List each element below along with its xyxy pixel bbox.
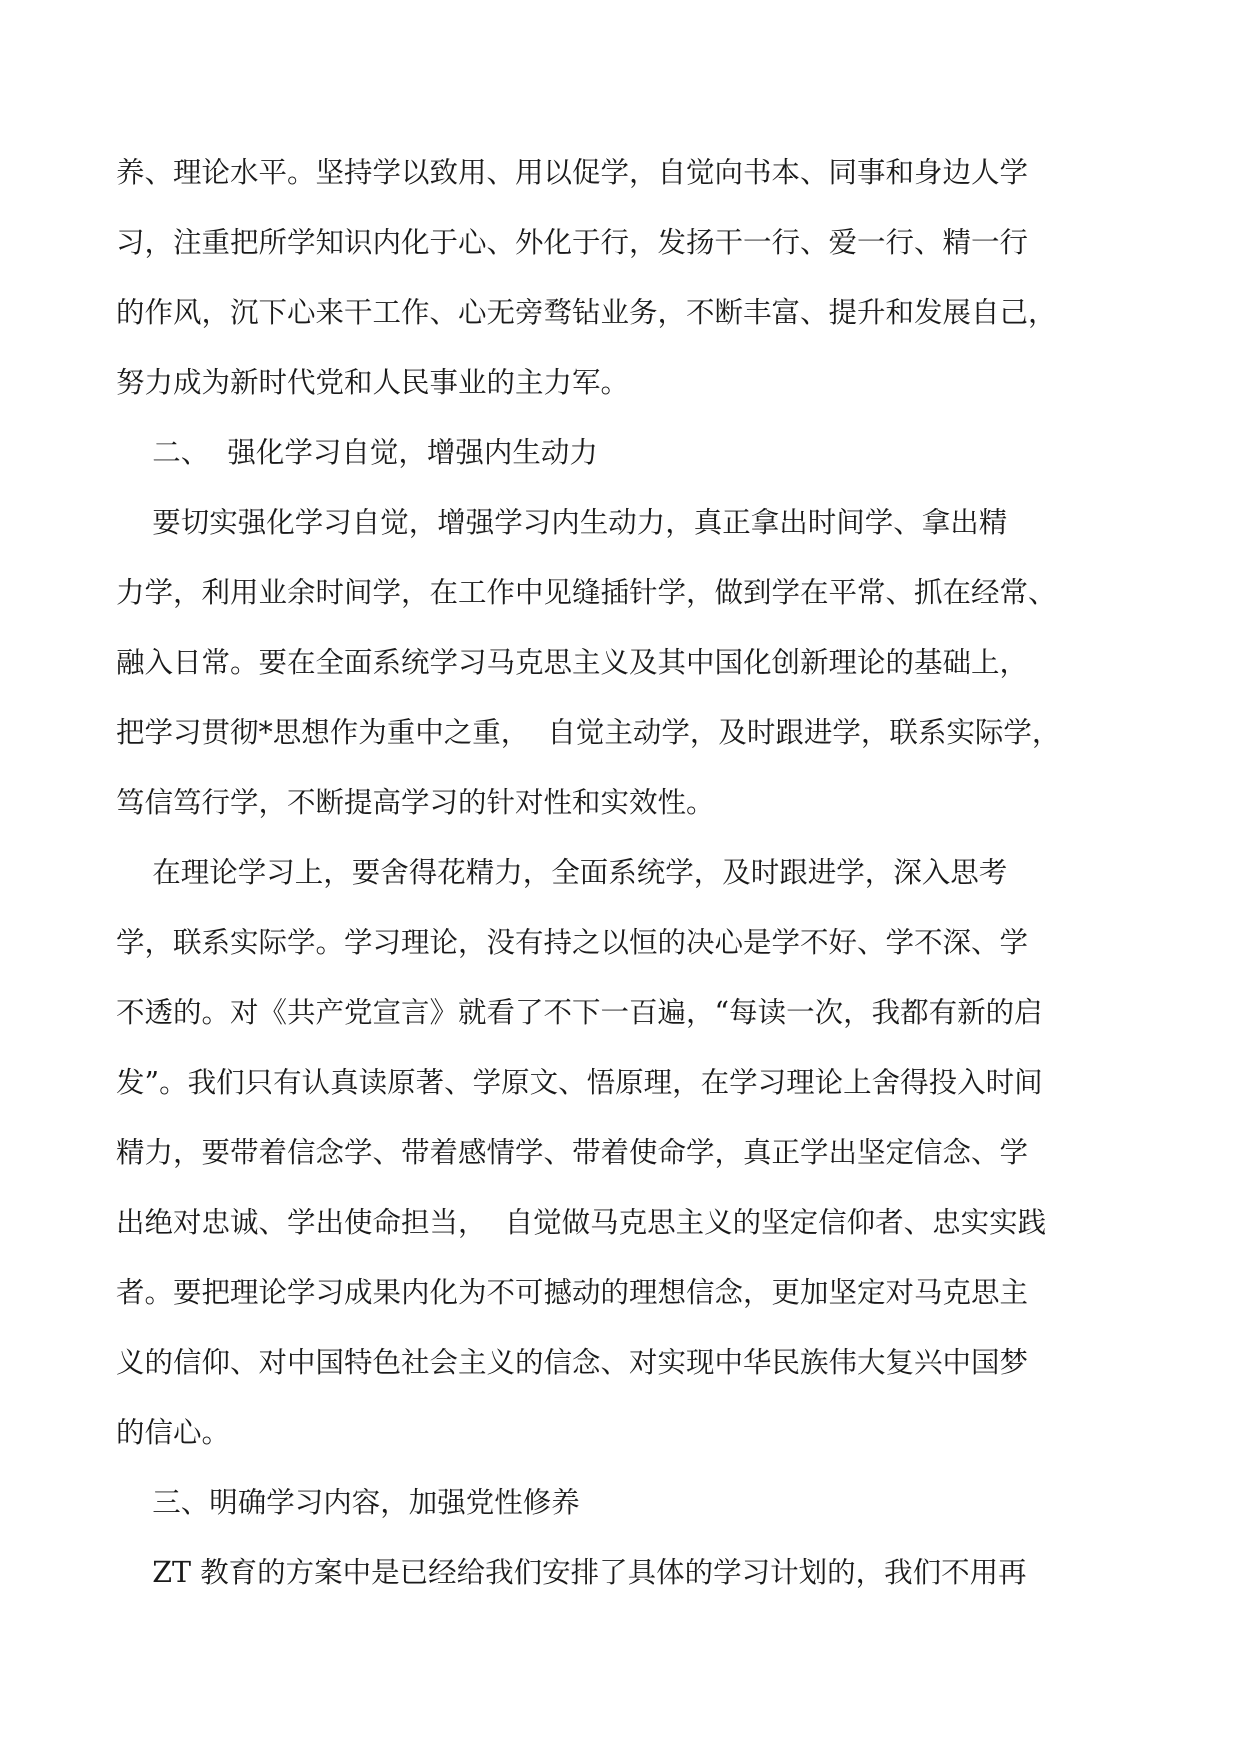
section-heading: 三、明确学习内容，加强党性修养	[116, 1486, 580, 1519]
text-line: 把学习贯彻*思想作为重中之重， 自觉主动学，及时跟进学，联系实际学，	[116, 716, 1061, 749]
text-line: 在理论学习上，要舍得花精力，全面系统学，及时跟进学，深入思考	[116, 856, 1008, 889]
text-line: 笃信笃行学，不断提高学习的针对性和实效性。	[116, 786, 715, 819]
text-line: ZT 教育的方案中是已经给我们安排了具体的学习计划的，我们不用再	[116, 1556, 1027, 1589]
text-line: 融入日常。要在全面系统学习马克思主义及其中国化创新理论的基础上，	[116, 646, 1029, 679]
text-line: 不透的。对《共产党宣言》就看了不下一百遍，“每读一次，我都有新的启	[116, 996, 1043, 1029]
text-line: 的信心。	[116, 1416, 231, 1449]
text-line: 学，联系实际学。学习理论，没有持之以恒的决心是学不好、学不深、学	[116, 926, 1029, 959]
text-line: 精力，要带着信念学、带着感情学、带着使命学，真正学出坚定信念、学	[116, 1136, 1029, 1169]
text-line: 努力成为新时代党和人民事业的主力军。	[116, 366, 630, 399]
text-line: 者。要把理论学习成果内化为不可撼动的理想信念，更加坚定对马克思主	[116, 1276, 1029, 1309]
text-line: 要切实强化学习自觉，增强学习内生动力，真正拿出时间学、拿出精	[116, 506, 1008, 539]
text-line: 养、理论水平。坚持学以致用、用以促学，自觉向书本、同事和身边人学	[116, 156, 1029, 189]
text-line: 力学，利用业余时间学，在工作中见缝插针学，做到学在平常、抓在经常、	[116, 576, 1057, 609]
text-line: 发”。我们只有认真读原著、学原文、悟原理，在学习理论上舍得投入时间	[116, 1066, 1043, 1099]
text-line: 习，注重把所学知识内化于心、外化于行，发扬干一行、爱一行、精一行	[116, 226, 1029, 259]
text-line: 出绝对忠诚、学出使命担当， 自觉做马克思主义的坚定信仰者、忠实实践	[116, 1206, 1047, 1239]
text-line: 的作风，沉下心来干工作、心无旁骛钻业务，不断丰富、提升和发展自己，	[116, 296, 1057, 329]
text-line: 义的信仰、对中国特色社会主义的信念、对实现中华民族伟大复兴中国梦	[116, 1346, 1029, 1379]
section-heading: 二、 强化学习自觉，增强内生动力	[116, 436, 598, 469]
